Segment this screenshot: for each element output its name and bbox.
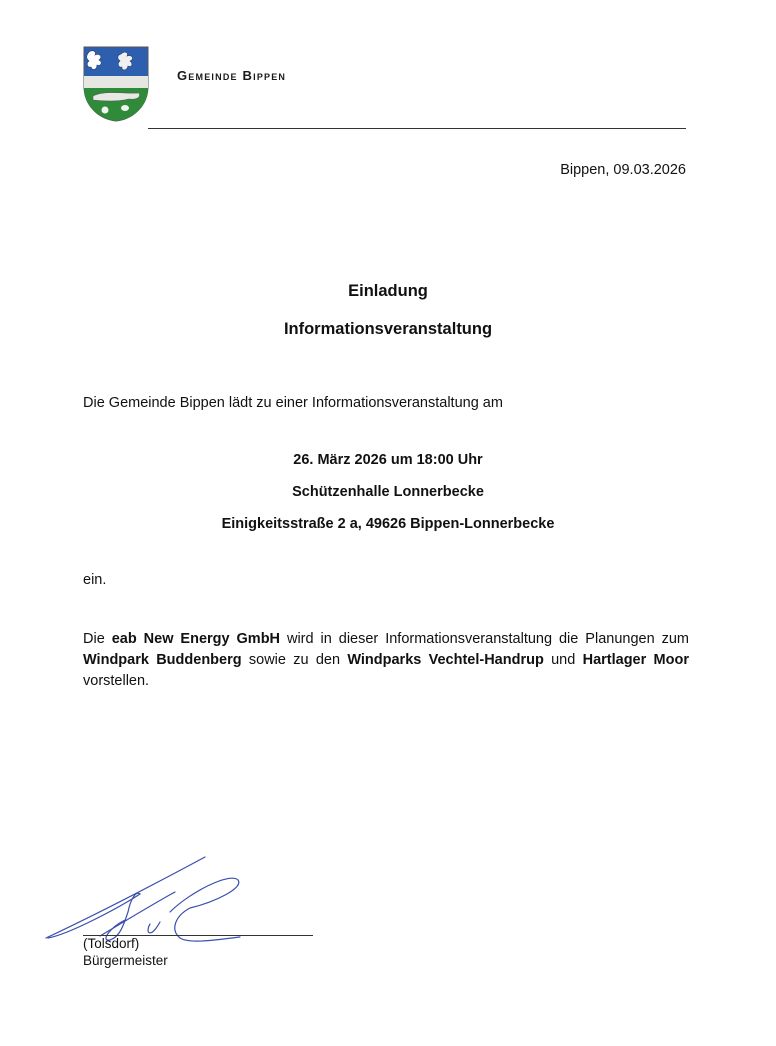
- document-title: Einladung: [348, 282, 428, 300]
- event-address: Einigkeitsstraße 2 a, 49626 Bippen-Lonnerbecke: [221, 516, 555, 532]
- municipal-crest-logo: [83, 46, 149, 122]
- letterhead-divider: [148, 128, 686, 129]
- date-line: Bippen, 09.03.2026: [560, 162, 686, 178]
- intro-text: Die Gemeinde Bippen lädt zu einer Informationsveranstaltung am: [83, 395, 503, 411]
- signatory-name: (Tolsdorf): [83, 936, 140, 951]
- para-text-5: vorstellen.: [83, 673, 150, 689]
- organization-name: [177, 68, 286, 83]
- company-name: eab New Energy GmbH: [111, 631, 281, 647]
- document-subtitle: Informationsveranstaltung: [283, 320, 493, 338]
- windparks-vechtel-handrup: Windparks Vechtel-Handrup: [347, 652, 544, 668]
- hartlager-moor: Hartlager Moor: [582, 652, 689, 668]
- organization-name-second: Bippen: [242, 68, 287, 83]
- organization-name-first: Gemeinde: [177, 68, 238, 83]
- body-paragraph: [83, 629, 689, 692]
- event-venue: Schützenhalle Lonnerbecke: [292, 484, 484, 500]
- windpark-buddenberg: Windpark Buddenberg: [83, 652, 242, 668]
- para-text-1: Die: [83, 631, 112, 647]
- signatory-role: Bürgermeister: [83, 953, 168, 968]
- para-text-3: sowie zu den: [241, 652, 348, 668]
- closing-word: ein.: [83, 572, 107, 588]
- event-datetime: 26. März 2026 um 18:00 Uhr: [293, 452, 483, 468]
- para-text-2: wird in dieser Informationsveranstaltung die Planungen zum: [280, 631, 689, 647]
- para-text-4: und: [543, 652, 583, 668]
